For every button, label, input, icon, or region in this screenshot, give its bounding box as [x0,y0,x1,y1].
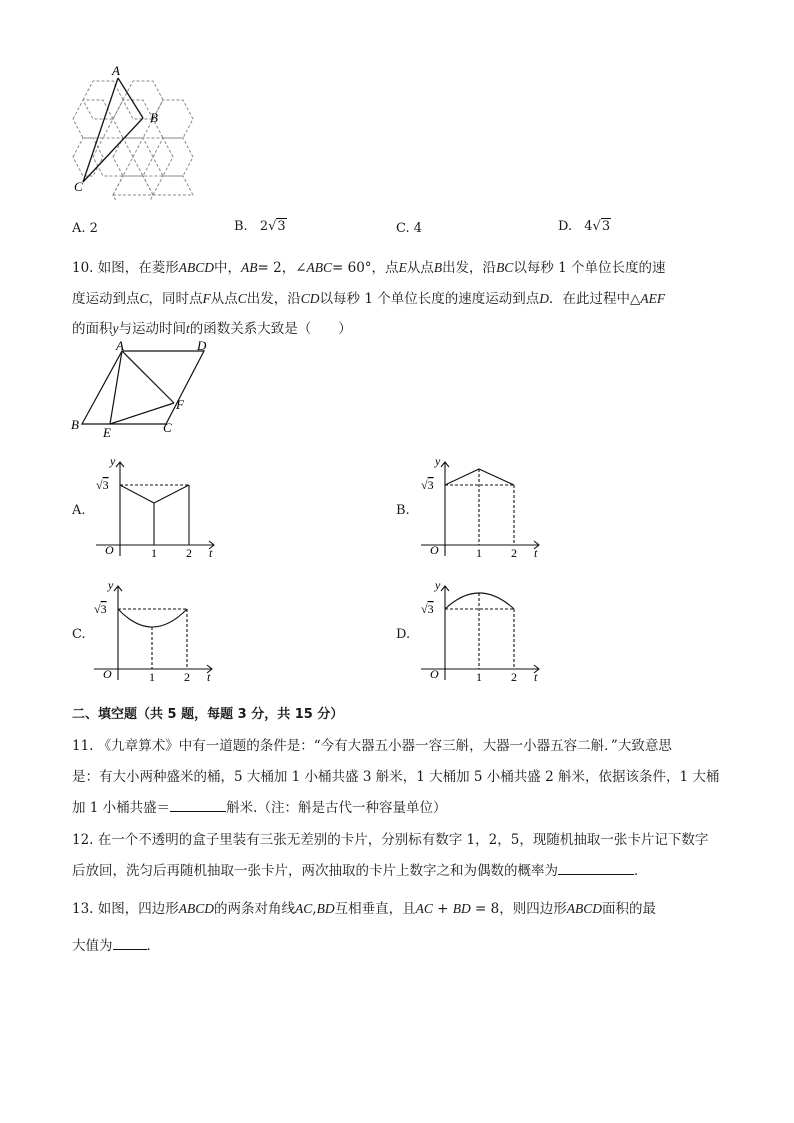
option-value: 4 [413,221,423,236]
q10-graph-d[interactable] [417,580,547,685]
tick-1-label: 1 [476,546,482,560]
q10-option-b-label[interactable]: B. [396,503,410,518]
graph-curve [118,609,187,627]
graph-curve [120,485,189,503]
t-label: t [207,670,211,684]
y-label: y [110,456,116,468]
q10-label-d: D [197,338,207,353]
q9-option-c[interactable] [396,221,422,236]
origin-label: O [103,667,112,681]
y-label: y [435,580,441,592]
option-coefficient: 2 [259,219,269,234]
option-radicand: 3 [277,219,286,234]
sqrt3-label: √3 [421,478,434,492]
option-letter: C. [396,221,410,236]
q12-line-1: 12. 在一个不透明的盒子里装有三张无差别的卡片，分别标有数字 1，2，5，现随机抽取一张卡片记下数字 [72,832,709,848]
y-label: y [435,456,441,468]
q9-option-d[interactable] [558,219,611,234]
option-value: 2 [89,221,98,236]
q10-rhombus-figure [66,338,226,442]
origin-label: O [430,667,439,681]
triangle-abc [83,78,143,182]
sqrt3-label: √3 [94,602,107,616]
segment-af [122,351,174,403]
q11-line-1: 11. 《九章算术》中有一道题的条件是：“今有大器五小器一容三斛，大器一小器五容二斛．”大致意思 [72,738,672,754]
t-label: t [534,670,538,684]
sqrt3-label: √3 [96,478,109,492]
sqrt-symbol: √3 [592,219,611,234]
hexagon-grid [73,81,193,200]
q9-label-c: C [74,179,83,194]
q10-option-d-label[interactable]: D. [396,627,411,642]
q11-line-3: 加 1 小桶共盛＝ 斛米.（注：斛是古代一种容量单位） [72,800,447,816]
q13-line-1: 13. 如图，四边形ABCD的两条对角线AC,BD互相垂直，且AC + BD = 8，则四边形ABCD面积的最 [72,901,656,917]
sqrt3-label: √3 [421,602,434,616]
option-letter: A. [72,221,86,236]
q10-label-e: E [103,425,111,440]
q10-graph-a[interactable] [92,456,222,561]
q10-label-c: C [163,420,172,435]
q9-option-b[interactable] [234,219,287,234]
q10-label-b: B [71,417,79,432]
q10-graph-b[interactable] [417,456,547,561]
origin-label: O [430,543,439,557]
q10-option-a-label[interactable]: A. [72,503,86,518]
q12-line-2: 后放回，洗匀后再随机抽取一张卡片，两次抽取的卡片上数字之和为偶数的概率为 ． [72,863,648,879]
option-radicand: 3 [601,219,611,234]
tick-1-label: 1 [476,670,482,684]
q11-line-2: 是：有大小两种盛米的桶，5 大桶加 1 小桶共盛 3 斛米，1 大桶加 5 小桶共盛 2 斛米，依据该条件，1 大桶 [72,769,720,785]
q9-label-b: B [150,110,158,125]
option-letter: D. [558,219,573,234]
q9-label-a: A [112,63,120,78]
section-heading: 二、填空题（共 5 题，每题 3 分，共 15 分） [72,707,344,722]
q10-label-f: F [176,397,184,412]
sqrt-symbol: √3 [268,219,286,234]
tick-1-label: 1 [151,546,157,560]
q13-answer-blank[interactable] [113,937,147,950]
origin-label: O [105,543,114,557]
tick-2-label: 2 [186,546,192,560]
option-coefficient: 4 [584,219,593,234]
q9-hexagon-figure [66,60,196,200]
tick-2-label: 2 [184,670,190,684]
option-letter: B. [234,219,248,234]
q10-line-1: 10. 如图，在菱形ABCD中，AB= 2，∠ABC= 60°，点E从点B出发，沿BC以每秒 1 个单位长度的速 [72,260,666,276]
y-label: y [108,580,114,592]
t-label: t [534,546,538,560]
t-label: t [209,546,213,560]
q9-option-a[interactable] [72,221,98,236]
q10-line-2: 度运动到点C，同时点F从点C出发，沿CD以每秒 1 个单位长度的速度运动到点D．在此过程中△AEF [72,291,666,307]
q10-line-3: 的面积y与运动时间t的函数关系大致是（ ） [72,321,352,337]
q10-graph-c[interactable] [90,580,220,685]
tick-2-label: 2 [511,670,517,684]
tick-1-label: 1 [149,670,155,684]
q10-option-c-label[interactable]: C. [72,627,86,642]
q11-answer-blank[interactable] [170,799,226,812]
tick-2-label: 2 [511,546,517,560]
q13-line-2: 大值为 ． [72,938,160,954]
q12-answer-blank[interactable] [558,862,634,875]
q10-label-a: A [116,338,124,353]
